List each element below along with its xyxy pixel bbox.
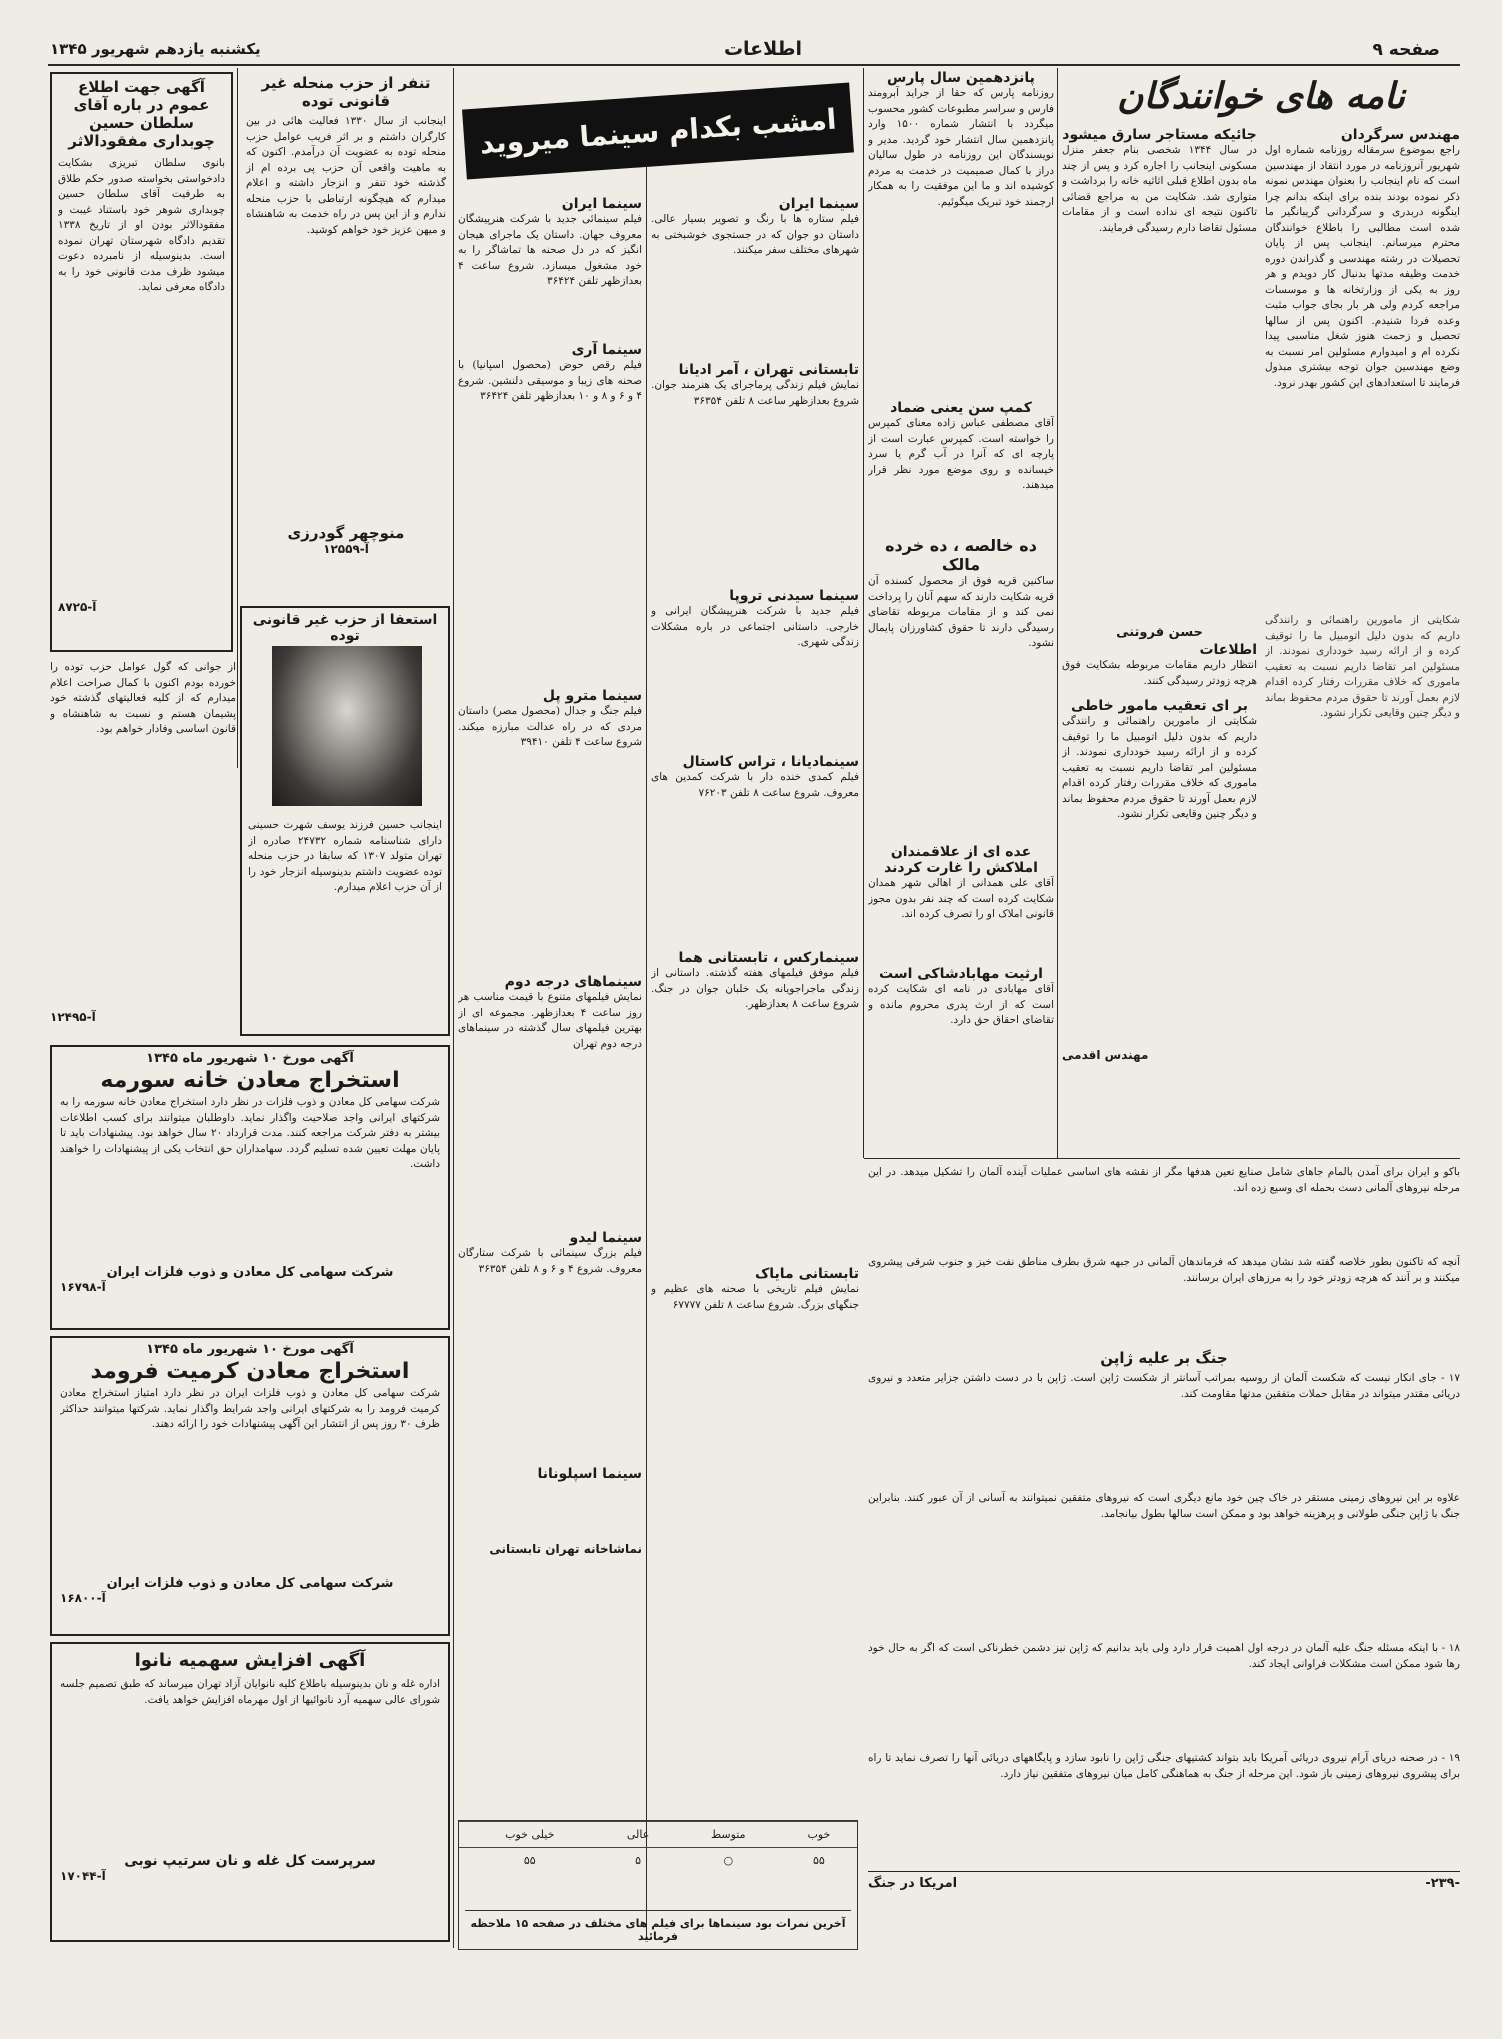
ad-body: اداره غله و نان بدینوسیله باطلاع کلیه نانوایان آزاد تهران میرساند که طبق تصمیم جلسه شورای عالی سهمیه آرد نانوائیها از اول مهرماه افزایش خواهد یافت. bbox=[60, 1678, 440, 1706]
cinema-name: سینما ایران bbox=[561, 196, 642, 212]
newspaper-name: اطلاعات bbox=[723, 38, 802, 60]
ad-title: آگهی جهت اطلاع عموم در باره آقای سلطان حسین چوبداری مفقودالاثر bbox=[68, 78, 215, 150]
ad-reference: آ-۸۷۲۵ bbox=[58, 600, 97, 614]
letters-column bbox=[1062, 70, 1460, 1155]
cinema-listing: نمایش فیلم تاریخی با صحنه های عظیم و جنگهای بزرگ. شروع ساعت ۸ تلفن ۶۷۷۷۷ bbox=[651, 1283, 859, 1311]
ad-reference: آ-۱۲۵۵۹ bbox=[323, 542, 369, 556]
article-heading: ارثیت مهابادشاکی است bbox=[879, 966, 1043, 982]
rating-mark: ۵۵ bbox=[781, 1848, 857, 1874]
cinema-name: سینمادیانا ، تراس کاستال bbox=[682, 754, 859, 770]
page-number: صفحه ۹ bbox=[1372, 40, 1440, 60]
article-body: در سال ۱۳۴۴ شخصی بنام جعفر منزل مسکونی اینجانب را اجاره کرد و پس از چند ماه بدون اطلاع قبلی اثاثیه خانه را برداشت و متواری شد. شکایت من به مراجع قضائی تاکنون نتیجه ای نداده است و از مقامات مسئول تقاضا دارم رسیدگی فرمایند. bbox=[1062, 144, 1257, 234]
cinema-name: نماشاخانه تهران تابستانی bbox=[489, 1542, 642, 1556]
ad-signature: شرکت سهامی کل معادن و ذوب فلزات ایران bbox=[106, 1576, 394, 1591]
cinema-listing: فیلم موفق فیلمهای هفته گذشته. داستانی از زندگی ماجراجویانه یک خلبان جوان در جنگ. شروع ساعت ۸ بعدازظهر. bbox=[651, 967, 859, 1010]
war-article bbox=[868, 1165, 1460, 1945]
ad-title: استعفا از حزب غیر قانونی توده bbox=[252, 612, 438, 644]
cinema-banner: امشب بکدام سینما میروید bbox=[462, 83, 854, 180]
article-body: انتظار داریم مقامات مربوطه بشکایت فوق هرچه زودتر رسیدگی کنند. bbox=[1062, 659, 1257, 687]
cinema-name: سینما ایران bbox=[778, 196, 859, 212]
cinema-name: تابستانی مایاک bbox=[754, 1266, 859, 1282]
cinema-listing bbox=[458, 1482, 642, 1542]
article-body: ۱۸ - با اینکه مسئله جنگ علیه آلمان در درجه اول اهمیت قرار دارد ولی باید بدانیم که ژاپن نیز دشمن خطرناکی است که اگر به حال خود رها شود ممکن است مشکلات فراوانی ایجاد کند. bbox=[868, 1642, 1460, 1670]
cinema-listing: نمایش فیلم زندگی پرماجرای یک هنرمند جوان. شروع بعدازظهر ساعت ۸ تلفن ۳۶۳۵۴ bbox=[651, 379, 859, 407]
ad-bakers bbox=[50, 1642, 450, 1942]
cinema-column-b bbox=[458, 196, 642, 1676]
article-heading: عده ای از علاقمندان bbox=[890, 844, 1032, 860]
rating-box bbox=[458, 1820, 858, 1950]
article-body: ۱۷ - جای انکار نیست که شکست آلمان از روسیه بمراتب آسانتر از شکست ژاپن است. ژاپن با در دست داشتن جزایر متعدد و نیروی دریائی مقتدر میتواند در مقابل حملات متفقین مدتها مقاومت کند. bbox=[868, 1372, 1460, 1400]
cinema-listing: فیلم کمدی خنده دار با شرکت کمدین های معروف. شروع ساعت ۸ تلفن ۷۶۲۰۳ bbox=[651, 771, 859, 799]
ad-title: تنفر از حزب منحله غیر قانونی توده bbox=[261, 74, 431, 110]
cinema-name: سینما مترو پل bbox=[542, 688, 642, 704]
article-body: آقای مصطفی عباس زاده معنای کمپرس را خواسته است. کمپرس عبارت است از پارچه ای که آنرا در آب گرم یا سرد خیسانده و روی موضع مورد نظر قرار میدهند. bbox=[868, 417, 1054, 491]
article-heading: پانزدهمین سال پارس bbox=[887, 70, 1035, 86]
letters-title: نامه های خوانندگان bbox=[1117, 76, 1405, 117]
rating-table bbox=[459, 1821, 857, 1873]
ad-body: شرکت سهامی کل معادن و ذوب فلزات در نظر دارد استخراج معادن خانه سورمه را به شرکتهای ایرانی واجد صلاحیت واگذار نماید. داوطلبان میتوانند برای کسب اطلاعات بیشتر به دفتر شرکت مراجعه کنند. مدت قرارداد ۲۰ سال خواهد بود. پیشنهادات باید تا پایان مهلت تعیین شده تسلیم گردد. سهامداران حق انتخاب یکی از پیشنهادات را خواهند داشت. bbox=[60, 1096, 440, 1170]
cinema-banner-box bbox=[458, 76, 858, 186]
article-signature: مهندس اقدمی bbox=[1062, 1048, 1149, 1062]
rating-mark: ۵ bbox=[600, 1848, 675, 1874]
ad-reference: آ-۱۷۰۴۴ bbox=[60, 1869, 106, 1883]
cinema-listing: فیلم بزرگ سینمائی با شرکت ستارگان معروف. شروع ۴ و ۶ و ۸ تلفن ۳۶۳۵۴ bbox=[458, 1247, 642, 1275]
ad-headline: استخراج معادن کرمیت فرومد bbox=[90, 1359, 410, 1384]
cinema-name: سینما سیدنی تروپا bbox=[729, 588, 859, 604]
cinema-listing: فیلم رقص حوض (محصول اسپانیا) با صحنه های زیبا و موسیقی دلنشین. شروع ۴ و ۶ و ۸ و ۱۰ بعدازظهر تلفن ۳۶۴۲۴ bbox=[458, 359, 642, 402]
cinema-listing: فیلم سینمائی جدید با شرکت هنرپیشگان معروف جهان. داستان یک ماجرای هیجان انگیز که در دل صحنه ها تماشاگر را به خود مشغول میسازد. شروع ساعت ۴ بعدازظهر تلفن ۳۶۴۲۴ bbox=[458, 213, 642, 287]
article-body: راجع بموضوع سرمقاله روزنامه شماره اول شهریور آنروزنامه در مورد انتقاد از مهندسین است که نام اینجانب را بعنوان مهندس نمونه ذکر نموده بودند بنده برای اینکه بدانم چرا اینگونه دربدری و سرگردانی گریبانگیر ما شده است مطالبی را باطلاع خوانندگان محترم میرسانم. اینجانب پس از پایان تحصیلات در رشته مهندسی و گذراندن دوره خدمت وظیفه مدتها بدنبال کار دویدم و هر روز به یکی از وزارتخانه ها و موسسات مراجعه کردم ولی هر بار بجای جواب مثبت وعده فردا شنیدم. اکنون پس از سالها تحصیل و زحمت هنوز شغل مناسبی پیدا نکرده ام و امیدوارم مسئولین امر نسبت به وضع مهندسین جوان توجه بیشتری مبذول فرمایند تا استعدادهای این کشور بهدر نرود. bbox=[1265, 144, 1460, 389]
article-heading: جائیکه مستاجر سارق میشود bbox=[1062, 127, 1257, 143]
cinema-name: سینما لیدو bbox=[569, 1230, 642, 1246]
rating-note: آخرین نمرات بود سینماها برای فیلم های مختلف در صفحه ۱۵ ملاحظه فرمائید bbox=[465, 1910, 851, 1943]
ad-body: اینجانب از سال ۱۳۳۰ فعالیت هائی در بین کارگران داشتم و بر اثر فریب عوامل حزب منحله توده به عضویت آن درآمدم. اکنون که به ماهیت واقعی آن حزب پی برده ام از گذشته خود تنفر و انزجار داشته و اعلام میدارم که هیچگونه ارتباطی با حزب منحله ندارم و از این پس در راه خدمت به شاهنشاه و میهن عزیز خود خواهم کوشید. bbox=[246, 115, 446, 236]
column-rule bbox=[1057, 68, 1058, 1158]
article-heading: ده خالصه ، ده خرده مالک bbox=[885, 536, 1037, 574]
ad-signature: منوچهر گودرزی bbox=[287, 524, 405, 542]
ad-mine-2 bbox=[50, 1336, 450, 1636]
article-body: علاوه بر این نیروهای زمینی مستقر در خاک چین خود مانع دیگری است که نیروهای متفقین نمیتوانند به آسانی از آن عبور کنند. بنابراین جنگ با ژاپن جنگی طولانی و پرهزینه خواهد بود و ممکن است سالها بطول بیانجامد. bbox=[868, 1492, 1460, 1520]
ad-body: از جوانی که گول عوامل حزب توده را خورده بودم اکنون با کمال صراحت اعلام میدارم که از کلیه فعالیتهای گذشته خود پشیمان هستم و نسبت به شاهنشاه و قانون اساسی وفادار خواهم بود. bbox=[50, 661, 236, 735]
serial-title: امریکا در جنگ bbox=[868, 1876, 958, 1891]
article-heading: اطلاعات bbox=[1199, 642, 1257, 658]
article-signature: حسن فروتنی bbox=[1116, 625, 1203, 640]
ad-mine-1 bbox=[50, 1045, 450, 1330]
article-heading: بر ای تعقیب مامور خاطی bbox=[1071, 698, 1248, 714]
cinema-name: سینماهای درجه دوم bbox=[504, 974, 642, 990]
cinema-name: تابستانی تهران ، آمر ادیانا bbox=[678, 362, 859, 378]
column-rule bbox=[863, 68, 864, 1158]
cinema-name: سینما اسپلونانا bbox=[537, 1466, 642, 1482]
ad-signature: شرکت سهامی کل معادن و ذوب فلزات ایران bbox=[106, 1265, 394, 1280]
article-body: آقای علی همدانی از اهالی شهر همدان شکایت کرده است که چند نفر بدون مجوز قانونی املاک او را تصرف کرده اند. bbox=[868, 877, 1054, 920]
cinema-listing: فیلم جنگ و جدال (محصول مصر) داستان مردی که در راه عدالت مبارزه میکند. شروع ساعت ۴ تلفن ۳۹۴۱۰ bbox=[458, 705, 642, 748]
article-body: آنچه که تاکنون بطور خلاصه گفته شد نشان میدهد که فرماندهان آلمانی در جبهه شرق بطرف مناطق نفت خیز و جنوب شرقی پیشروی میکنند و بر آنند که هرچه زودتر خود را به مرزهای ایران برسانند. bbox=[868, 1256, 1460, 1284]
cinema-column-a bbox=[651, 196, 859, 1676]
rating-mark: ۵۵ bbox=[459, 1848, 600, 1874]
war-top-rule bbox=[864, 1158, 1460, 1159]
issue-date: یکشنبه یازدهم شهریور ۱۳۴۵ bbox=[50, 40, 261, 58]
article-body: شکایتی از مامورین راهنمائی و رانندگی داریم که بدون دلیل اتومبیل ما را توقیف کرده و از ارائه رسید خودداری نمودند. از مسئولین امر تقاضا داریم نسبت به تعقیب ماموری که خلاف مقررات رفتار کرده اقدام لازم بعمل آورند تا حقوق مردم محفوظ بماند و دیگر چنین وقایعی تکرار نشود. bbox=[1265, 614, 1460, 719]
rating-mark: ○ bbox=[676, 1848, 781, 1874]
article-body: شکایتی از مامورین راهنمائی و رانندگی داریم که بدون دلیل اتومبیل ما را توقیف کرده و از ارائه رسید خودداری نمودند. از مسئولین امر تقاضا داریم نسبت به تعقیب ماموری که خلاف مقررات رفتار کرده اقدام لازم بعمل آورند تا حقوق مردم محفوظ بماند و دیگر چنین وقایعی تکرار نشود. bbox=[1062, 715, 1257, 820]
ad-reference: آ-۱۶۸۰۰ bbox=[60, 1591, 106, 1605]
ad-resignation-text bbox=[50, 660, 236, 1040]
article-body: ساکنین قریه فوق از محصول کسنده آن قریه شکایت دارند که سهم آنان را پرداخت نمی کند و از مقامات مربوطه تقاضای رسیدگی دارند تا حقوق کشاورزان پایمال نشود. bbox=[868, 575, 1054, 649]
cinema-name: سینما آری bbox=[571, 342, 642, 358]
ad-headline: استخراج معادن خانه سورمه bbox=[100, 1068, 400, 1093]
article-heading: املاکش را غارت کردند bbox=[884, 860, 1038, 876]
article-heading: کمپ سن یعنی ضماد bbox=[890, 400, 1032, 416]
article-body: ۱۹ - در صحنه دریای آرام نیروی دریائی آمریکا باید بتواند کشتیهای جنگی ژاپن را نابود سازد و پایگاههای دریائی آنها را تصرف نماید تا راه برای پیشروی نیروهای زمینی باز شود. این مرحله از جنگ به هماهنگی کامل میان نیروهای متفقین نیاز دارد. bbox=[868, 1752, 1460, 1780]
cinema-name: سینمارکس ، تابستانی هما bbox=[678, 950, 859, 966]
rating-header: متوسط bbox=[676, 1822, 781, 1848]
article-body: روزنامه پارس که حقا از جراید آبرومند فارس و سراسر مطبوعات کشور محسوب میگردد با انتشار شماره ۱۵۰۰ وارد پانزدهمین سال انتشار خود گردید. مدیر و نویسندگان این روزنامه در طول سالیان دراز با کمال صمیمیت در خدمت به مردم کوشیده اند و ما این موفقیت را به همکار ارجمند خود تبریک میگوئیم. bbox=[868, 87, 1054, 208]
cinema-listing: فیلم جدید با شرکت هنرپیشگان ایرانی و خارجی. داستانی اجتماعی در باره مشکلات زندگی شهری. bbox=[651, 605, 859, 648]
column-rule bbox=[646, 160, 647, 1940]
news-column bbox=[868, 70, 1054, 1155]
ad-title: آگهی مورخ ۱۰ شهریور ماه ۱۳۴۵ bbox=[146, 1342, 354, 1357]
masthead-rule bbox=[48, 64, 1460, 66]
column-rule bbox=[453, 68, 454, 1948]
article-body: آقای مهابادی در نامه ای شکایت کرده است که از ارث پدری محروم مانده و تقاضای احقاق حق دارد. bbox=[868, 983, 1054, 1026]
rating-header: عالی bbox=[600, 1822, 675, 1848]
ad-reference: آ-۱۶۷۹۸ bbox=[60, 1280, 106, 1294]
ad-party-renounce bbox=[242, 72, 450, 602]
ad-signature: سرپرست کل غله و نان سرتیپ نوبی bbox=[124, 1853, 376, 1869]
serial-number: -۲۳۹- bbox=[1425, 1876, 1460, 1891]
ad-caption: اینجانب حسین فرزند یوسف شهرت حسینی دارای شناسنامه شماره ۲۴۷۳۲ صادره از تهران متولد ۱۳۰۷ که سابقا در حزب منحله توده عضویت داشتم بدینوسیله انزجار خود را از آن حزب اعلام میدارم. bbox=[248, 819, 442, 893]
cinema-listing: نمایش فیلمهای متنوع با قیمت مناسب هر روز ساعت ۴ بعدازظهر. مجموعه ای از بهترین فیلمهای سال گذشته در سینماهای درجه دوم تهران bbox=[458, 991, 642, 1050]
ad-headline: آگهی افزایش سهمیه نانوا bbox=[134, 1650, 366, 1671]
ad-reference: آ-۱۲۴۹۵ bbox=[50, 1010, 96, 1024]
ad-missing-person bbox=[50, 72, 233, 652]
ad-resignation bbox=[240, 606, 450, 1036]
rating-header: خیلی خوب bbox=[459, 1822, 600, 1848]
cinema-listing: فیلم ستاره ها با رنگ و تصویر بسیار عالی. داستان دو جوان که در جستجوی خوشبختی به شهرهای مختلف سفر میکنند. bbox=[651, 213, 859, 256]
article-subheading: جنگ بر علیه ژاپن bbox=[1100, 1349, 1228, 1367]
ad-title: آگهی مورخ ۱۰ شهریور ماه ۱۳۴۵ bbox=[146, 1051, 354, 1066]
rating-header: خوب bbox=[781, 1822, 857, 1848]
portrait-photo bbox=[272, 646, 422, 806]
ad-body: بانوی سلطان تبریزی بشکایت دادخواستی بخواسته صدور حکم طلاق به طرفیت آقای سلطان حسین چوبداری شوهر خود باستناد غیبت و مفقودالاثر بودن او از تاریخ ۱۳۳۸ تقدیم دادگاه شهرستان تهران نموده است. بدینوسیله از نامبرده دعوت میشود ظرف مدت قانونی خود را به دادگاه معرفی نماید. bbox=[58, 157, 225, 293]
ad-body: شرکت سهامی کل معادن و ذوب فلزات ایران در نظر دارد امتیاز استخراج معادن کرمیت فرومد را به شرکتهای ایرانی واجد شرایط واگذار نماید. شرکتها میتوانند حداکثر ظرف ۳۰ روز پس از انتشار این آگهی پیشنهادات خود را ارائه دهند. bbox=[60, 1387, 440, 1430]
column-rule bbox=[237, 68, 238, 768]
article-heading: مهندس سرگردان bbox=[1340, 127, 1460, 143]
article-body: باکو و ایران برای آمدن بالمام جاهای شامل صنایع تعین هدفها مگر از نقشه های اساسی عملیات آینده آلمان را تشکیل میدهد. در این مرحله نیروهای آلمانی دست بحمله ای وسیع زده اند. bbox=[868, 1166, 1460, 1194]
